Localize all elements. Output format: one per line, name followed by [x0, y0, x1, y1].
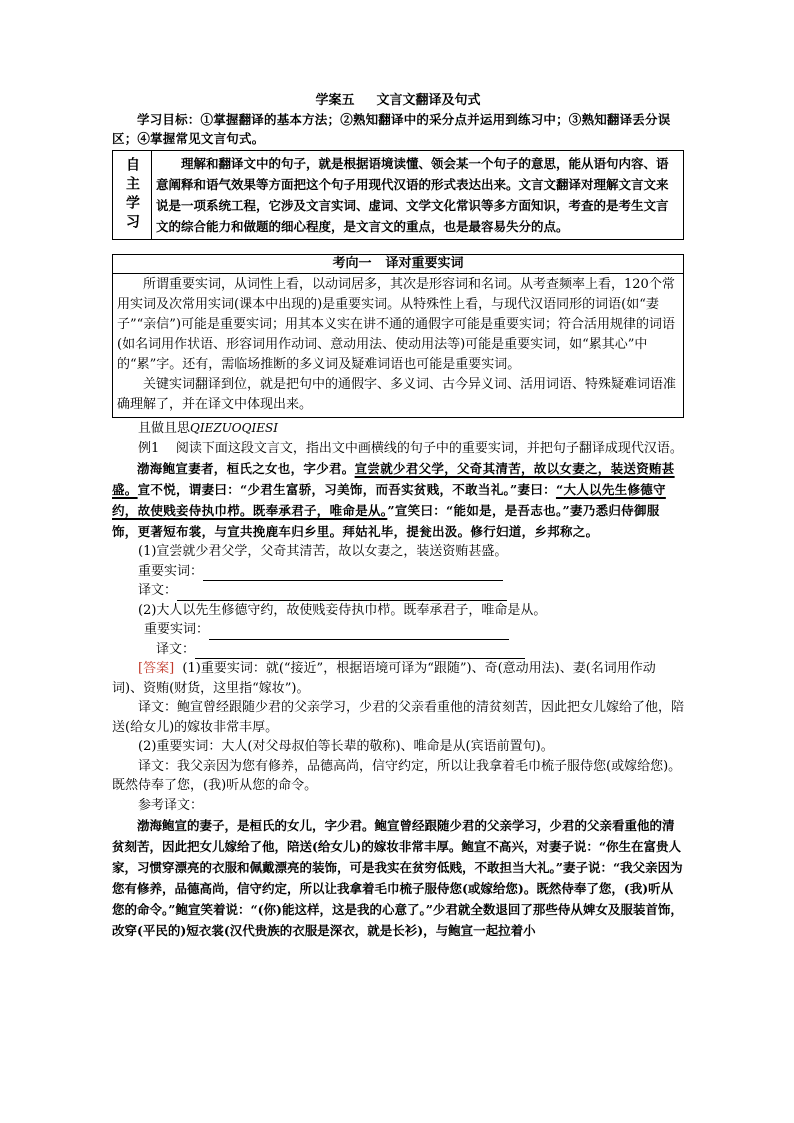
direction-one-para-1: 所谓重要实词，从词性上看，以动词居多，其次是形容词和名词。从考查频率上看，120个常用实词及次常用实词(课本中出现的)是重要实词。从特殊性上看，与现代汉语同形的词语(如“妻子”“亲信”)可能是重要实词；用其本义实在讲不通的通假字可能是重要实词；符合活用规律的词语(如名词用作状语、形容词用作动词、意动用法、使动用法等)可能是重要实词，如“累其心”中的“累”字。还有，需临场推断的多义词及疑难词语也可能是重要实词。	[117, 277, 676, 372]
direction-one-number: 考向一	[332, 256, 372, 271]
q1-key-words-blank[interactable]	[203, 566, 503, 581]
passage-part-1: 渤海鲍宣妻者，桓氏之女也，字少君。	[137, 461, 355, 476]
question-1: (1)宣尝就少君父学，父奇其清苦，故以女妻之，装送资贿甚盛。	[138, 544, 508, 559]
practice-heading	[112, 419, 684, 439]
q1-key-words-label: 重要实词：	[138, 563, 204, 579]
example-question	[112, 439, 684, 459]
answer-2-translation: 译文：我父亲因为您有修养，品德高尚，信守约定，所以让我拿着毛巾梳子服侍您(或嫁给您)。既然侍奉了您，(我)听从您的命令。	[112, 758, 682, 793]
learning-goal: 学习目标：①掌握翻译的基本方法；②熟知翻译中的采分点并运用到练习中；③熟知翻译丢分误区；④掌握常见文言句式。	[112, 112, 671, 146]
q1-translation-label: 译文：	[138, 583, 178, 598]
answer-2-key: (2)重要实词：大人(对父母叔伯等长辈的敬称)、唯命是从(宾语前置句)。	[138, 739, 554, 754]
direction-one-box	[112, 254, 684, 418]
title-sub: 文言文翻译及句式	[376, 93, 481, 108]
q2-key-words-label: 重要实词：	[144, 622, 210, 637]
passage-underlined-1: 宣尝就少君父学，父奇其清苦，故以女妻之，装送资贿甚盛。	[112, 461, 675, 497]
passage-part-3: ”宣笑曰：“能如是，是吾志也。”妻乃悉归侍御服饰，更著短布裳，与宣共挽鹿车归乡里。拜姑礼毕，提瓮出汲。修行妇道，乡邦称之。	[112, 503, 660, 539]
q2-key-words-blank[interactable]	[209, 625, 509, 640]
self-study-box	[112, 150, 684, 240]
classical-passage	[112, 458, 684, 542]
example-question-text: 阅读下面这段文言文，指出文中画横线的句子中的重要实词，并把句子翻译成现代汉语。	[175, 440, 683, 456]
self-study-text: 理解和翻译文中的句子，就是根据语境读懂、领会某一个句子的意思，能从语句内容、语意阐释和语气效果等方面把这个句子用现代汉语的形式表达出来。文言文翻译对理解文言文来说是一项系统工程，它涉及文言实词、虚词、文学文化常识等多方面知识，考查的是考生文言文的综合能力和做题的细心程度，是文言文的重点，也是最容易失分的点。	[156, 156, 669, 234]
title-main: 学案五	[315, 93, 355, 108]
practice-label: 且做且思	[138, 421, 191, 436]
self-study-label: 自主学习	[124, 157, 140, 233]
passage-underlined-2: “大人以先生修德守约，故使贱妾侍执巾栉。既奉承君子，唯命是从。	[112, 482, 666, 518]
q2-translation-label: 译文：	[156, 641, 196, 657]
answer-1-translation: 译文：鲍宣曾经跟随少君的父亲学习，少君的父亲看重他的清贫刻苦，因此把女儿嫁给了他，陪送(给女儿)的嫁妆非常丰厚。	[112, 700, 685, 735]
q1-key-words-row	[112, 562, 684, 582]
direction-one-title: 译对重要实词	[385, 256, 464, 271]
passage-part-2: 宣不悦，谓妻曰：“少君生富骄，习美饰，而吾实贫贱，不敢当礼。”妻曰：	[137, 482, 556, 497]
direction-one-heading	[113, 255, 683, 274]
answer-1-key	[112, 659, 684, 698]
self-study-label-cell	[113, 151, 152, 239]
q2-translation-blank[interactable]	[195, 644, 525, 659]
reference-translation: 渤海鲍宣的妻子，是桓氏的女儿，字少君。鲍宣曾经跟随少君的父亲学习，少君的父亲看重他的清贫刻苦，因此把女儿嫁给了他，陪送(给女儿)的嫁妆非常丰厚。鲍宣不高兴，对妻子说：“你生在富贵人家，习惯穿漂亮的衣服和佩戴漂亮的装饰，可是我实在贫穷低贱，不敢担当大礼。”妻子说：“我父亲因为您有修养，品德高尚，信守约定，所以让我拿着毛巾梳子服侍您(或嫁给您)。既然侍奉了您，(我)听从您的命令。”鲍宣笑着说：“(你)能这样，这是我的心意了。”少君就全数退回了那些侍从婢女及服装首饰，改穿(平民的)短衣裳(汉代贵族的衣服是深衣，就是长衫)，与鲍宣一起拉着小	[112, 818, 683, 938]
practice-pinyin: QIEZUOQIESI	[190, 421, 278, 435]
example-label: 例1	[138, 440, 160, 456]
document-page	[112, 92, 684, 941]
direction-one-body	[113, 274, 683, 417]
q2-key-words-row	[112, 620, 684, 640]
q1-translation-row	[112, 581, 684, 601]
q2-translation-row	[112, 640, 684, 660]
direction-one-para-2: 关键实词翻译到位，就是把句中的通假字、多义词、古今异义词、活用词语、特殊疑难词语准确理解了，并在译文中体现出来。	[117, 377, 677, 412]
question-2: (2)大人以先生修德守约，故使贱妾侍执巾栉。既奉承君子，唯命是从。	[138, 602, 547, 618]
reference-label: 参考译文：	[138, 797, 204, 813]
answer-1-key-text: (1)重要实词：就(“接近”，根据语境可译为“跟随”)、奇(意动用法)、妻(名词用作动词)、资贿(财货，这里指“嫁妆”)。	[112, 661, 656, 696]
page-title	[112, 92, 684, 110]
answer-tag: [答案]	[138, 661, 175, 676]
q1-translation-blank[interactable]	[177, 586, 507, 601]
